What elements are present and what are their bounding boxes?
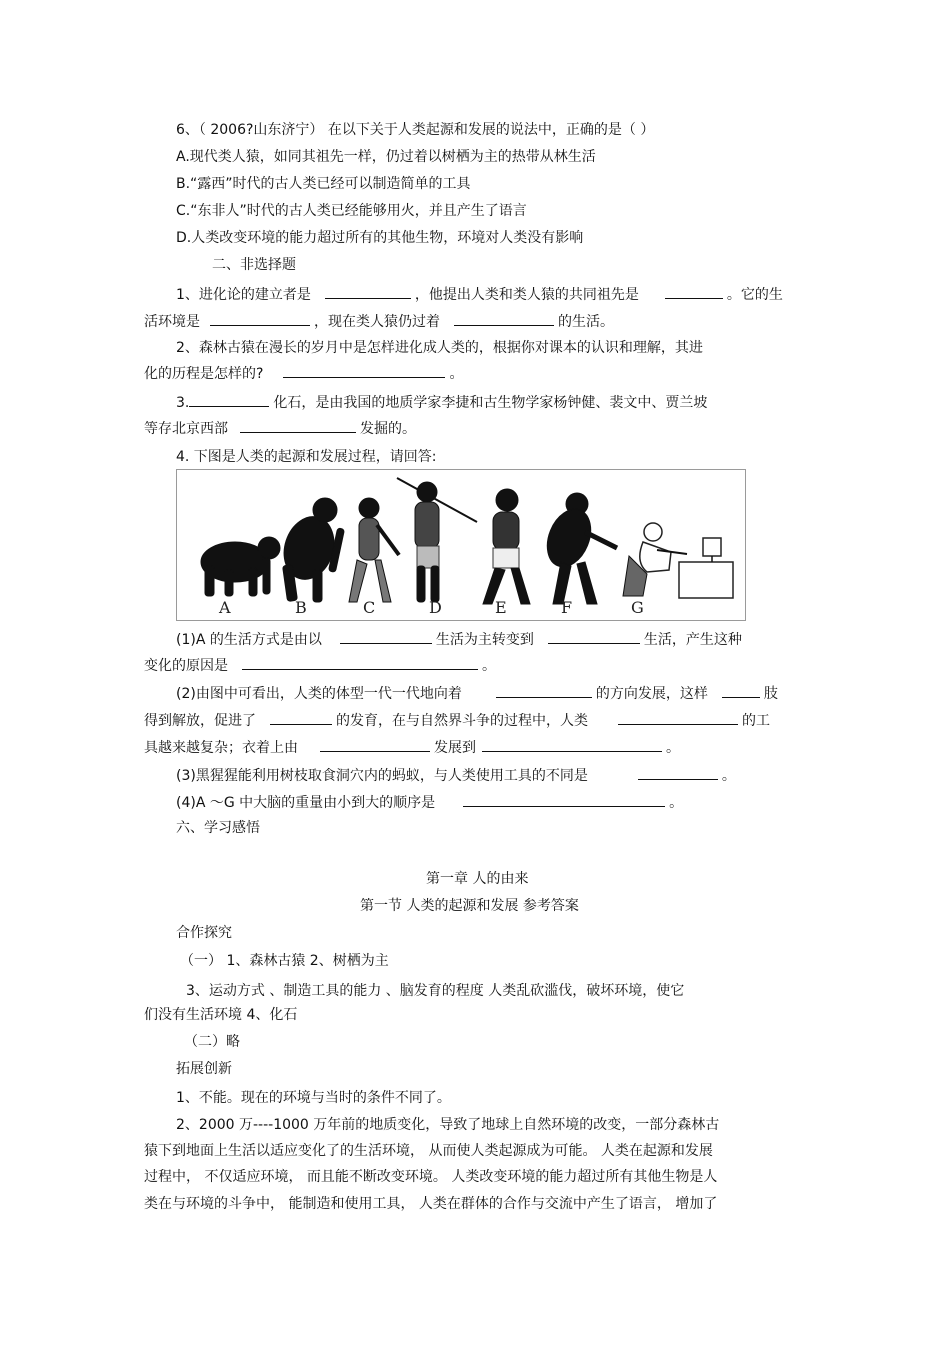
- answers-coop-heading: 合作探究: [176, 925, 232, 941]
- q3-text-a: 3.: [176, 395, 190, 411]
- q1-text-d: 活环境是: [144, 314, 200, 330]
- answer-blank[interactable]: [283, 364, 445, 378]
- answers-section-title: 第一节 人类的起源和发展 参考答案: [360, 898, 579, 914]
- q4-part2-line1: [176, 684, 778, 703]
- q4-text: 发展到: [434, 740, 476, 756]
- q1-text-a: 1、进化论的建立者是: [176, 287, 311, 303]
- q4-part4: [176, 793, 683, 812]
- q3-text-b: 化石，是由我国的地质学家李捷和古生物学家杨钟健、裴文中、贾兰坡: [273, 395, 708, 411]
- q3-text-d: 发掘的。: [360, 421, 416, 437]
- answer-blank[interactable]: [482, 738, 662, 752]
- answer-blank[interactable]: [242, 656, 478, 670]
- figure-b-ape: [276, 498, 344, 602]
- q1-line2: [144, 312, 614, 331]
- q4-text: 肢: [763, 686, 778, 702]
- answer-blank[interactable]: [320, 738, 430, 752]
- q2-text-b: 化的历程是怎样的?: [144, 366, 264, 382]
- answers-line: （二）略: [184, 1034, 240, 1050]
- q4-text: 变化的原因是: [144, 658, 228, 674]
- answers-line: 1、不能。现在的环境与当时的条件不同了。: [176, 1090, 451, 1106]
- q2-line1: 2、森林古猿在漫长的岁月中是怎样进化成人类的，根据你对课本的认识和理解，其进: [176, 340, 703, 356]
- figure-label-d: D: [429, 598, 442, 617]
- answers-line: 类在与环境的斗争中， 能制造和使用工具， 人类在群体的合作与交流中产生了语言， 增加了: [144, 1196, 718, 1212]
- figure-a-ape: [201, 537, 280, 596]
- section-two-heading: 二、非选择题: [212, 257, 296, 273]
- q3-line2: [144, 419, 416, 438]
- question6-stem: 6、（ 2006?山东济宁） 在以下关于人类起源和发展的说法中，正确的是（ ）: [176, 122, 655, 138]
- answer-blank[interactable]: [548, 630, 640, 644]
- figure-label-g: G: [631, 598, 644, 617]
- q4-text: 。: [721, 768, 736, 784]
- q1-text-f: 的生活。: [558, 314, 614, 330]
- q4-part3: [176, 766, 736, 785]
- q1-line1: [176, 285, 783, 304]
- figure-f-human: [539, 493, 617, 604]
- q4-text: (4)A ～G 中大脑的重量由小到大的顺序是: [176, 795, 436, 811]
- answers-line: 们没有生活环境 4、化石: [144, 1007, 298, 1023]
- q3-text-c: 等存北京西部: [144, 421, 228, 437]
- q4-intro: 4. 下图是人类的起源和发展过程，请回答:: [176, 449, 437, 465]
- figure-c-hominid: [349, 498, 399, 602]
- question6-option-a: A.现代类人猿，如同其祖先一样，仍过着以树栖为主的热带从林生活: [176, 149, 596, 165]
- figure-label-a: A: [219, 598, 231, 617]
- answer-blank[interactable]: [618, 711, 738, 725]
- q2-text-c: 。: [449, 366, 464, 382]
- answers-ext-heading: 拓展创新: [176, 1061, 232, 1077]
- q4-text: 。: [666, 740, 680, 756]
- answer-blank[interactable]: [189, 393, 269, 407]
- answer-blank[interactable]: [722, 684, 760, 698]
- figure-label-c: C: [363, 598, 376, 617]
- human-evolution-figure: [176, 469, 746, 621]
- evolution-illustration: [177, 470, 746, 621]
- q4-part1-line2: [144, 656, 496, 675]
- figure-e-human: [483, 489, 530, 604]
- q4-part2-line3: [144, 738, 680, 757]
- q1-text-c: 。它的生: [726, 287, 783, 303]
- answer-blank[interactable]: [496, 684, 592, 698]
- question6-option-c: C.“东非人”时代的古人类已经能够用火，并且产生了语言: [176, 203, 527, 219]
- answer-blank[interactable]: [240, 419, 356, 433]
- answer-blank[interactable]: [340, 630, 432, 644]
- q4-text: 的工: [742, 713, 770, 729]
- answers-line: 过程中， 不仅适应环境， 而且能不断改变环境。 人类改变环境的能力超过所有其他生物是人: [144, 1169, 718, 1185]
- q4-text: 得到解放，促进了: [144, 713, 256, 729]
- answers-line: 猿下到地面上生活以适应变化了的生活环境， 从而使人类起源成为可能。 人类在起源和发展: [144, 1143, 713, 1159]
- q4-text: 具越来越复杂；衣着上由: [144, 740, 298, 756]
- q4-text: 的方向发展，这样: [595, 686, 708, 702]
- answers-line: 3、运动方式 、制造工具的能力 、脑发育的程度 人类乱砍滥伐，破坏环境，使它: [186, 983, 685, 999]
- question6-option-b: B.“露西”时代的古人类已经可以制造简单的工具: [176, 176, 471, 192]
- q4-text: 生活为主转变到: [435, 632, 534, 648]
- answer-blank[interactable]: [665, 285, 723, 299]
- q4-text: 。: [482, 658, 496, 674]
- figure-labels: [218, 598, 644, 617]
- q4-text: 的发育，在与自然界斗争的过程中，人类: [336, 713, 588, 729]
- q4-text: (3)黑猩猩能利用树枝取食洞穴内的蚂蚁，与人类使用工具的不同是: [176, 768, 588, 784]
- figure-label-b: B: [295, 598, 307, 617]
- figure-label-f: F: [561, 598, 573, 617]
- answer-blank[interactable]: [270, 711, 332, 725]
- answers-line: （一） 1、森林古猿 2、树栖为主: [180, 953, 389, 969]
- answer-blank[interactable]: [325, 285, 411, 299]
- question6-option-d: D.人类改变环境的能力超过所有的其他生物，环境对人类没有影响: [176, 230, 584, 246]
- section-six-heading: 六、学习感悟: [176, 820, 260, 836]
- figure-g-modern-human: [623, 523, 733, 598]
- q4-text: 。: [669, 795, 684, 811]
- q4-text: (2)由图中可看出，人类的体型一代一代地向着: [176, 686, 462, 702]
- answer-blank[interactable]: [210, 312, 310, 326]
- q3-line1: [176, 393, 707, 412]
- q2-line2: [144, 364, 463, 383]
- answers-chapter-title: 第一章 人的由来: [426, 871, 529, 887]
- q4-text: (1)A 的生活方式是由以: [176, 632, 322, 648]
- figure-d-hominid: [397, 478, 477, 602]
- q4-part1-line1: [176, 630, 742, 649]
- q1-text-e: ，现在类人猿仍过着: [314, 314, 440, 330]
- q1-text-b: ，他提出人类和类人猿的共同祖先是: [414, 287, 639, 303]
- figure-label-e: E: [495, 598, 507, 617]
- answer-blank[interactable]: [463, 793, 665, 807]
- answers-line: 2、2000 万----1000 万年前的地质变化，导致了地球上自然环境的改变，一部分森林古: [176, 1117, 720, 1133]
- q4-part2-line2: [144, 711, 770, 730]
- answer-blank[interactable]: [638, 766, 718, 780]
- q4-text: 生活，产生这种: [643, 632, 742, 648]
- answer-blank[interactable]: [454, 312, 554, 326]
